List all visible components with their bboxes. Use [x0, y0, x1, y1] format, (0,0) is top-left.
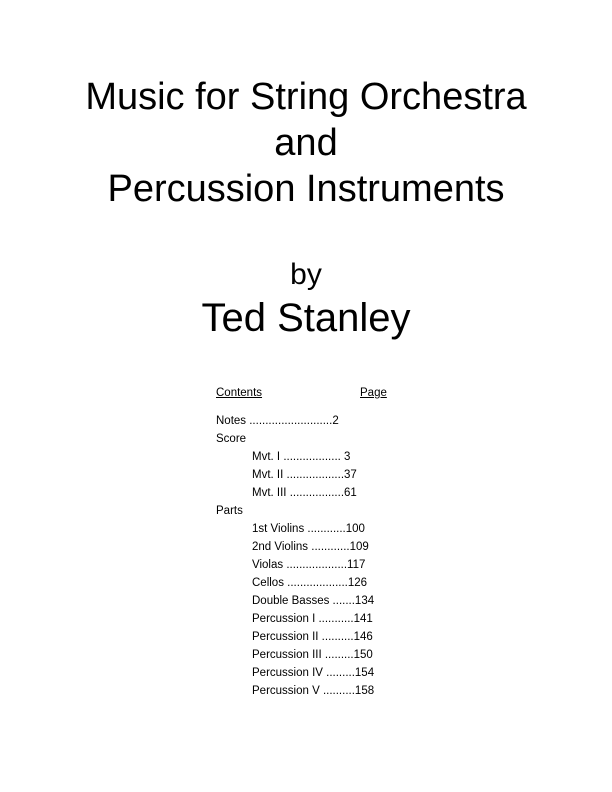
title-block: [0, 74, 612, 212]
toc-header-page: Page: [360, 387, 387, 399]
title-line-2: and: [274, 122, 338, 164]
toc-section-score: Score: [216, 433, 247, 445]
toc-entry-double-basses: Double Basses .......134: [252, 595, 375, 607]
toc-header-contents: Contents: [216, 387, 263, 399]
title-line-1: Music for String Orchestra: [85, 76, 527, 118]
toc-entry-percussion-2: Percussion II ..........146: [252, 631, 373, 643]
toc-entry-mvt-1: Mvt. I .................. 3: [252, 451, 351, 463]
toc-entry-mvt-3: Mvt. III .................61: [252, 487, 357, 499]
toc-entry-2nd-violins: 2nd Violins ............109: [252, 541, 369, 553]
toc-entry-percussion-4: Percussion IV .........154: [252, 667, 375, 679]
toc-entry-percussion-1: Percussion I ...........141: [252, 613, 373, 625]
toc-entry-percussion-5: Percussion V ..........158: [252, 685, 375, 697]
toc-entry-cellos: Cellos ...................126: [252, 577, 368, 589]
toc-entry-violas: Violas ...................117: [252, 559, 366, 571]
toc-entry-mvt-2: Mvt. II ..................37: [252, 469, 357, 481]
title-line-3: Percussion Instruments: [107, 168, 505, 210]
toc-entry-percussion-3: Percussion III .........150: [252, 649, 373, 661]
toc-header: [216, 384, 416, 402]
toc-section-parts: Parts: [216, 505, 243, 517]
by-label: by: [290, 258, 322, 291]
toc-entry-notes: Notes ..........................2: [216, 415, 339, 427]
composer-name: Ted Stanley: [201, 296, 411, 340]
table-of-contents: [216, 384, 416, 700]
toc-entry-1st-violins: 1st Violins ............100: [252, 523, 365, 535]
